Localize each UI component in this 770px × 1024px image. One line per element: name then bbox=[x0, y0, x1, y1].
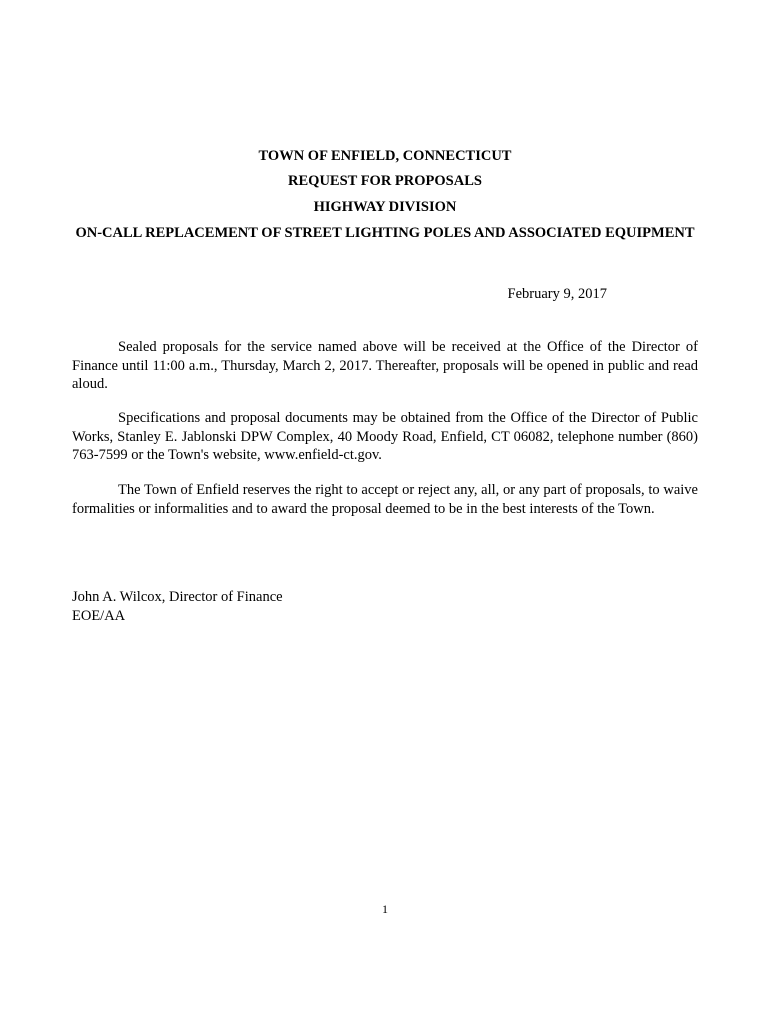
page-number: 1 bbox=[382, 902, 388, 916]
paragraph-reservation: The Town of Enfield reserves the right to accept or reject any, all, or any part of proposals, to waive formalities or informalities and to award the proposal deemed to be in the best interests of the Town. bbox=[72, 482, 698, 517]
paragraph-submission: Sealed proposals for the service named above will be received at the Office of the Director of Finance until 11:00 a.m., Thursday, March 2, 2017. Thereafter, proposals will be opened in public and read aloud. bbox=[72, 339, 698, 392]
rfp-title: REQUEST FOR PROPOSALS bbox=[288, 173, 482, 189]
paragraph-specifications: Specifications and proposal documents may be obtained from the Office of the Director of Public Works, Stanley E. Jablonski DPW Complex, 40 Moody Road, Enfield, CT 06082, telephone number (860) 763-7599 or the Town's website, www.enfield-ct.gov. bbox=[72, 410, 698, 463]
signature-note: EOE/AA bbox=[72, 608, 126, 624]
project-title: ON-CALL REPLACEMENT OF STREET LIGHTING POLES AND ASSOCIATED EQUIPMENT bbox=[75, 225, 695, 241]
town-title: TOWN OF ENFIELD, CONNECTICUT bbox=[258, 148, 512, 164]
document-date: February 9, 2017 bbox=[507, 286, 607, 302]
signature-name: John A. Wilcox, Director of Finance bbox=[72, 589, 283, 605]
division-title: HIGHWAY DIVISION bbox=[313, 199, 457, 215]
